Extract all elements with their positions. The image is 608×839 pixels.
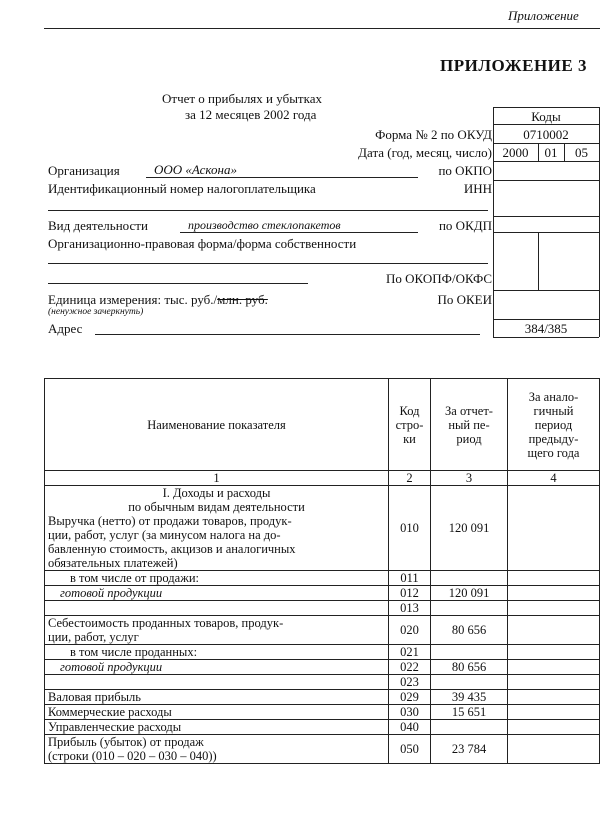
okei-code: 384/385: [524, 321, 568, 336]
row-name-line: Коммерческие расходы: [48, 705, 172, 719]
table-row: [45, 735, 600, 764]
activity-label: Вид деятельности: [48, 218, 148, 233]
running-title: Приложение: [508, 8, 579, 23]
row-name: [45, 705, 389, 720]
row-code: 010: [389, 486, 431, 571]
unit-struck: млн. руб.: [217, 292, 268, 307]
report-period: за 12 месяцев 2002 года: [185, 107, 317, 122]
col-header-code: Код стро- ки: [389, 379, 431, 471]
row-code: 013: [389, 601, 431, 616]
row-previous: [508, 601, 600, 616]
table-row: [45, 616, 600, 645]
row-name-line: [48, 601, 385, 615]
row-name: [45, 645, 389, 660]
row-name-line: ции, работ, услуг: [48, 630, 139, 644]
row-current: [431, 720, 508, 735]
okpo-label: по ОКПО: [438, 163, 492, 178]
appendix-title: ПРИЛОЖЕНИЕ 3: [440, 56, 587, 75]
row-name: [45, 690, 389, 705]
row-previous: [508, 735, 600, 764]
section-title: по обычным видам деятельности: [128, 500, 305, 514]
unit-label: Единица измерения: тыс. руб./млн. руб.: [48, 292, 268, 307]
row-code: 040: [389, 720, 431, 735]
section-title: I. Доходы и расходы: [162, 486, 271, 500]
row-code: 020: [389, 616, 431, 645]
row-code: 050: [389, 735, 431, 764]
table-row: [45, 586, 600, 601]
unit-note: (ненужное зачеркнуть): [48, 307, 144, 317]
row-name-line: готовой продукции: [60, 660, 163, 674]
row-name: [45, 601, 389, 616]
row-name-line: бавленную стоимость, акцизов и аналогичных: [48, 542, 296, 556]
table-row: [45, 601, 600, 616]
table-header-row: [45, 379, 600, 471]
row-name-line: (строки (010 – 020 – 030 – 040)): [48, 749, 217, 763]
col-number: 3: [431, 471, 508, 486]
inn-label: ИНН: [463, 181, 492, 196]
org-value: ООО «Аскона»: [154, 162, 237, 177]
col-number-row: [45, 471, 600, 486]
table-row: [45, 486, 600, 571]
date-month: 01: [544, 145, 558, 160]
row-name: [45, 660, 389, 675]
row-name-line: [48, 675, 385, 689]
inn-underline: [48, 210, 488, 211]
row-name-line: обязательных платежей): [48, 556, 178, 570]
legal-form-underline: [48, 263, 488, 264]
inn-text: Идентификационный номер налогоплательщика: [48, 181, 316, 196]
row-previous: [508, 705, 600, 720]
activity-underline: [180, 232, 418, 233]
row-code: 021: [389, 645, 431, 660]
row-name-line: Выручка (нетто) от продажи товаров, продук-: [48, 514, 292, 528]
indicators-table: [44, 378, 600, 764]
table-row: [45, 720, 600, 735]
table-row: [45, 690, 600, 705]
row-current: 80 656: [431, 660, 508, 675]
row-current: 120 091: [431, 486, 508, 571]
row-name-line: Валовая прибыль: [48, 690, 141, 704]
row-previous: [508, 660, 600, 675]
row-current: [431, 601, 508, 616]
col-header-previous: За анало- гичный период предыду- щего года: [508, 379, 600, 471]
row-code: 023: [389, 675, 431, 690]
table-row: [45, 705, 600, 720]
row-previous: [508, 616, 600, 645]
row-code: 030: [389, 705, 431, 720]
col-header-name: Наименование показателя: [45, 379, 389, 471]
row-current: 80 656: [431, 616, 508, 645]
col-number: 1: [45, 471, 389, 486]
row-previous: [508, 486, 600, 571]
table-row: [45, 571, 600, 586]
col-number: 2: [389, 471, 431, 486]
org-label: Организация: [48, 163, 120, 178]
row-code: 011: [389, 571, 431, 586]
row-current: 39 435: [431, 690, 508, 705]
row-name-line: Себестоимость проданных товаров, продук-: [48, 616, 284, 630]
date-day: 05: [575, 145, 588, 160]
row-previous: [508, 675, 600, 690]
table-row: [45, 675, 600, 690]
okei-label: По ОКЕИ: [437, 292, 492, 307]
row-name: [45, 486, 389, 571]
row-name-line: в том числе проданных:: [70, 645, 198, 659]
okud-code: 0710002: [523, 127, 569, 142]
col-number: 4: [508, 471, 600, 486]
codes-header: Коды: [531, 109, 561, 124]
row-name: [45, 571, 389, 586]
row-code: 022: [389, 660, 431, 675]
row-current: [431, 675, 508, 690]
table-body: [45, 486, 600, 764]
row-code: 029: [389, 690, 431, 705]
address-label: Адрес: [48, 321, 83, 336]
row-name: [45, 675, 389, 690]
row-previous: [508, 586, 600, 601]
table-row: [45, 645, 600, 660]
report-title: Отчет о прибылях и убытках: [162, 91, 322, 106]
date-label: Дата (год, месяц, число): [358, 145, 492, 160]
date-year: 2000: [502, 145, 529, 160]
okdp-label: по ОКДП: [438, 218, 492, 233]
row-current: 23 784: [431, 735, 508, 764]
row-previous: [508, 645, 600, 660]
row-name-line: готовой продукции: [60, 586, 163, 600]
form-label: Форма № 2 по ОКУД: [375, 127, 492, 142]
row-name-line: ции, работ, услуг (за минусом налога на до-: [48, 528, 281, 542]
col-header-current: За отчет- ный пе- риод: [431, 379, 508, 471]
row-name-line: Прибыль (убыток) от продаж: [48, 735, 204, 749]
row-current: [431, 571, 508, 586]
row-name: [45, 720, 389, 735]
row-name: [45, 586, 389, 601]
row-name: [45, 735, 389, 764]
okopf-label: По ОКОПФ/ОКФС: [386, 271, 492, 286]
activity-value: производство стеклопакетов: [188, 218, 341, 232]
row-previous: [508, 571, 600, 586]
address-underline: [95, 334, 480, 335]
legal-form-text: Организационно-правовая форма/форма собственности: [48, 236, 357, 251]
row-current: 15 651: [431, 705, 508, 720]
row-previous: [508, 690, 600, 705]
header-rule: [44, 28, 600, 29]
row-current: 120 091: [431, 586, 508, 601]
table-row: [45, 660, 600, 675]
row-previous: [508, 720, 600, 735]
row-name-line: в том числе от продажи:: [70, 571, 200, 585]
org-underline: [146, 177, 418, 178]
row-code: 012: [389, 586, 431, 601]
row-name-line: Управленческие расходы: [48, 720, 182, 734]
legal-form-underline-2: [48, 283, 308, 284]
row-name: [45, 616, 389, 645]
row-current: [431, 645, 508, 660]
